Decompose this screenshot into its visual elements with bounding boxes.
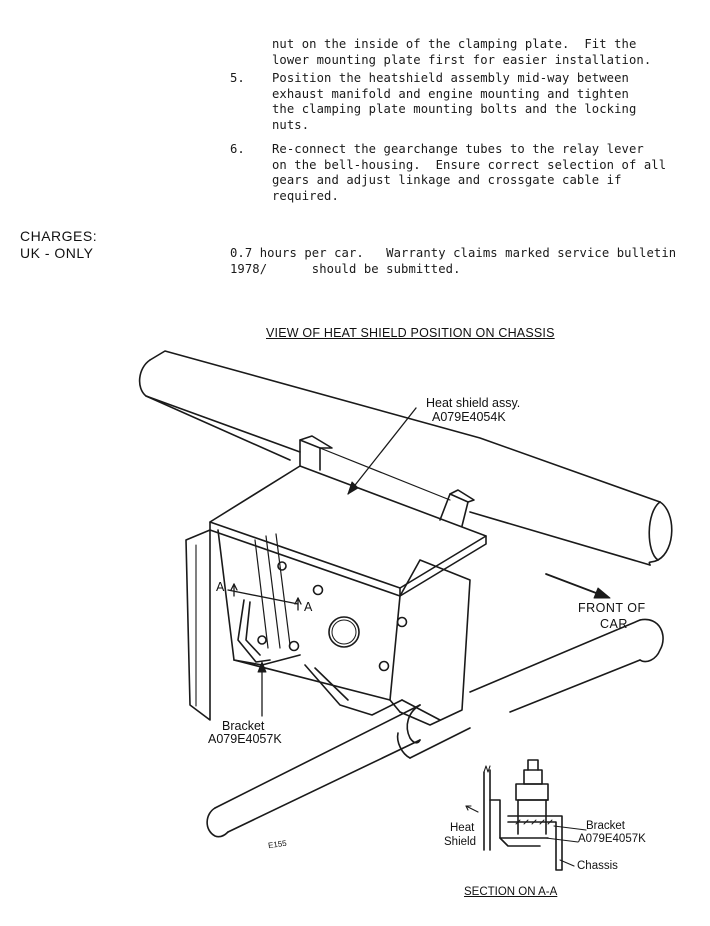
bracket-part — [238, 600, 270, 662]
section-marker-a-left: A — [216, 580, 225, 594]
section-heat-label: Heat — [450, 822, 475, 834]
step-number: 5. — [230, 71, 245, 85]
text-line: nut on the inside of the clamping plate. Fit the — [272, 37, 637, 51]
section-title: SECTION ON A-A — [464, 886, 558, 898]
bracket-part-number: A079E4057K — [208, 732, 282, 746]
text-line: nuts. — [272, 117, 310, 132]
bracket-label: Bracket — [222, 719, 265, 733]
heat-shield-top-plate — [210, 436, 486, 596]
text-line: 1978/ should be submitted. — [230, 261, 461, 276]
text-line: Position the heatshield assembly mid-way between — [272, 71, 629, 85]
section-shield-label: Shield — [444, 836, 476, 848]
text-line: exhaust manifold and engine mounting and tighten — [272, 86, 629, 101]
charges-region: UK - ONLY — [20, 245, 94, 261]
mounting-holes — [258, 562, 407, 671]
diagram-title: VIEW OF HEAT SHIELD POSITION ON CHASSIS — [266, 326, 555, 340]
section-bracket-part-number: A079E4057K — [578, 833, 646, 845]
section-chassis-label: Chassis — [577, 860, 618, 872]
front-of-car-arrow — [546, 574, 604, 596]
heat-shield-leader — [348, 408, 416, 494]
text-line: on the bell-housing. Ensure correct selection of all — [272, 157, 667, 172]
section-marker-a-right: A — [304, 600, 313, 614]
text-line: gears and adjust linkage and crossgate cable if — [272, 173, 622, 188]
heat-shield-side-panel — [186, 530, 470, 725]
section-detail — [466, 760, 586, 870]
lower-cross-member — [305, 665, 440, 720]
section-line — [228, 584, 301, 610]
step-number: 6. — [230, 142, 245, 156]
charges-heading: CHARGES: — [20, 228, 98, 244]
text-line: lower mounting plate first for easier installation. — [272, 52, 652, 67]
front-of-car-label: FRONT OF — [578, 601, 646, 615]
heat-shield-label: Heat shield assy. — [426, 396, 521, 410]
drawing-code: E155 — [267, 838, 288, 851]
heat-shield-part-number: A079E4054K — [432, 410, 506, 424]
lower-chassis-tube — [207, 619, 663, 836]
front-arrow-head — [594, 588, 610, 598]
text-line: 0.7 hours per car. Warranty claims marked service bulletin — [230, 246, 677, 260]
front-of-car-label-2: CAR — [600, 617, 628, 631]
text-line: the clamping plate mounting bolts and the locking — [272, 102, 637, 117]
text-line: required. — [272, 188, 339, 203]
text-line: Re-connect the gearchange tubes to the relay lever — [272, 142, 644, 156]
section-bracket-label: Bracket — [586, 820, 625, 832]
